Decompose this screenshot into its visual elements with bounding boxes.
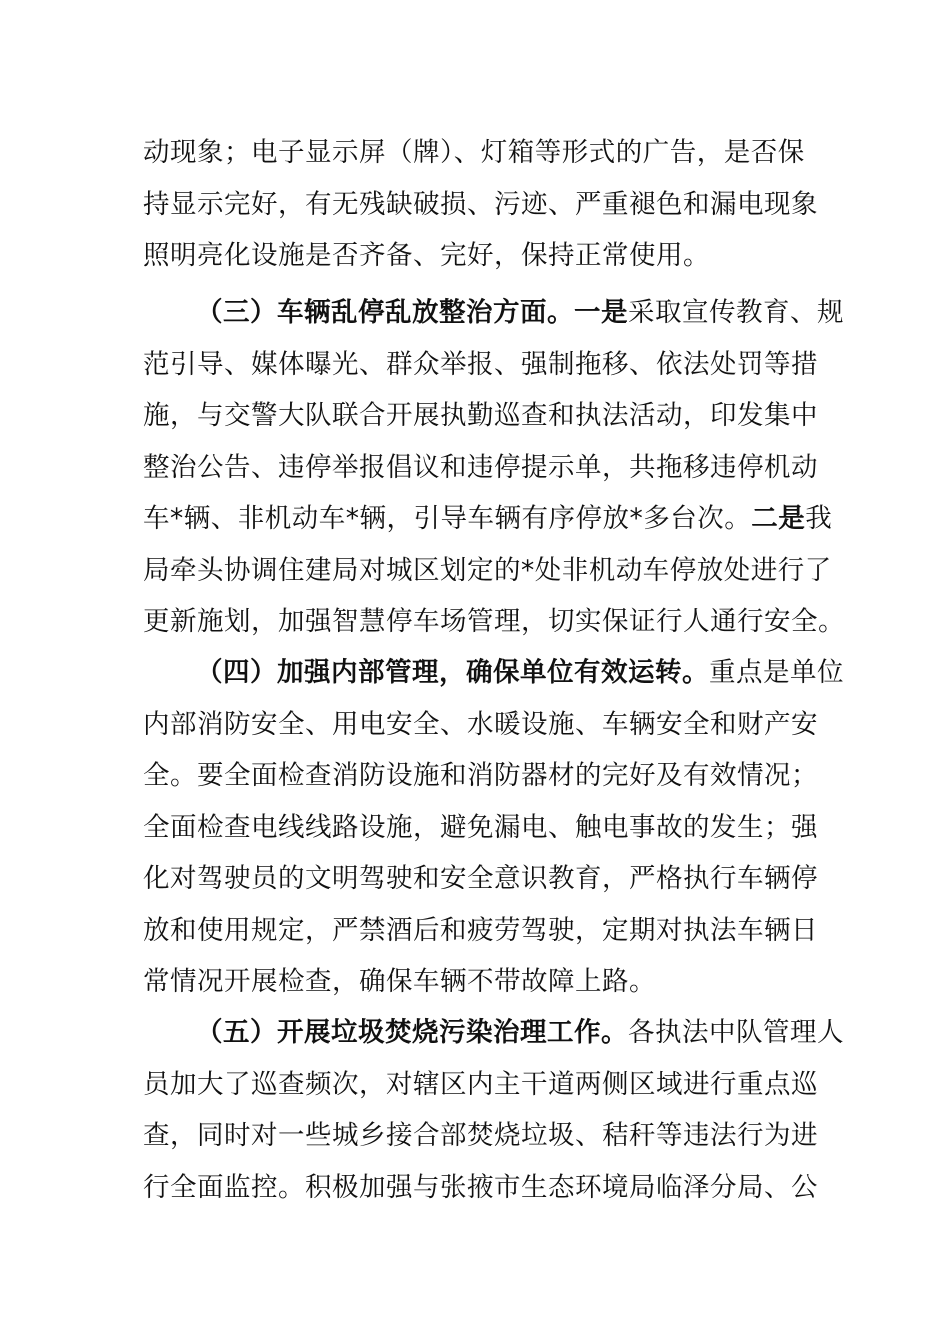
text-segment: 车*辆、非机动车*辆，引导车辆有序停放*多台次。 [143,503,752,534]
text-line [143,962,813,1002]
text-segment: 查，同时对一些城乡接合部焚烧垃圾、秸秆等违法行为进 [143,1120,818,1151]
text-line [143,602,845,642]
text-line [143,911,818,951]
text-segment: 员加大了巡查频次，对辖区内主干道两侧区域进行重点巡 [143,1068,818,1100]
text-segment: 局牵头协调住建局对城区划定的*处非机动车停放处进行了 [143,554,832,586]
text-segment: 放和使用规定，严禁酒后和疲劳驾驶，定期对执法车辆日 [143,914,818,946]
bold-text-segment: 二是 [751,503,806,534]
text-line [196,1013,844,1053]
text-segment: 我 [805,503,833,534]
text-line [196,293,844,333]
text-line [143,448,818,488]
text-segment: 常情况开展检查，确保车辆不带故障上路。 [143,966,656,997]
text-segment: 全面检查电线线路设施，避免漏电、触电事故的发生；强 [143,811,818,843]
text-segment: 范引导、媒体曝光、群众举报、强制拖移、依法处罚等措 [143,348,818,380]
text-line [143,1065,818,1105]
text-segment: 采取宣传教育、规 [628,297,844,328]
text-segment: 持显示完好，有无残缺破损、污迹、严重褪色和漏电现象 [143,188,818,220]
text-line [143,185,818,225]
text-segment: 各执法中队管理人 [628,1017,844,1048]
text-line [143,705,818,745]
text-segment: 内部消防安全、用电安全、水暖设施、车辆安全和财产安 [143,708,818,740]
bold-text-segment: （三）车辆乱停乱放整治方面。 [196,297,574,328]
text-segment: 施，与交警大队联合开展执勤巡查和执法活动，印发集中 [143,400,818,431]
text-line [196,653,844,693]
text-line [143,396,818,436]
text-segment: 行全面监控。积极加强与张掖市生态环境局临泽分局、公 [143,1171,818,1203]
text-line [143,551,832,591]
bold-text-segment: 一是 [574,297,628,328]
bold-text-segment: （五）开展垃圾焚烧污染治理工作。 [196,1017,628,1048]
text-line [143,808,818,848]
text-segment: 全。要全面检查消防设施和消防器材的完好及有效情况； [143,760,818,791]
text-line [143,756,818,796]
text-line [143,859,818,899]
text-line [143,1168,818,1208]
text-segment: 化对驾驶员的文明驾驶和安全意识教育，严格执行车辆停 [143,863,818,894]
text-line [143,499,833,539]
text-segment: 照明亮化设施是否齐备、完好，保持正常使用。 [143,240,710,271]
text-line [143,1116,818,1156]
text-segment: 动现象；电子显示屏（牌）、灯箱等形式的广告，是否保 [143,137,805,168]
text-line [143,133,813,173]
bold-text-segment: （四）加强内部管理，确保单位有效运转。 [196,657,709,688]
text-line [143,236,813,276]
text-segment: 整治公告、违停举报倡议和违停提示单，共拖移违停机动 [143,451,818,483]
text-segment: 更新施划，加强智慧停车场管理，切实保证行人通行安全。 [143,606,845,637]
text-line [143,345,818,385]
text-segment: 重点是单位 [709,657,844,688]
